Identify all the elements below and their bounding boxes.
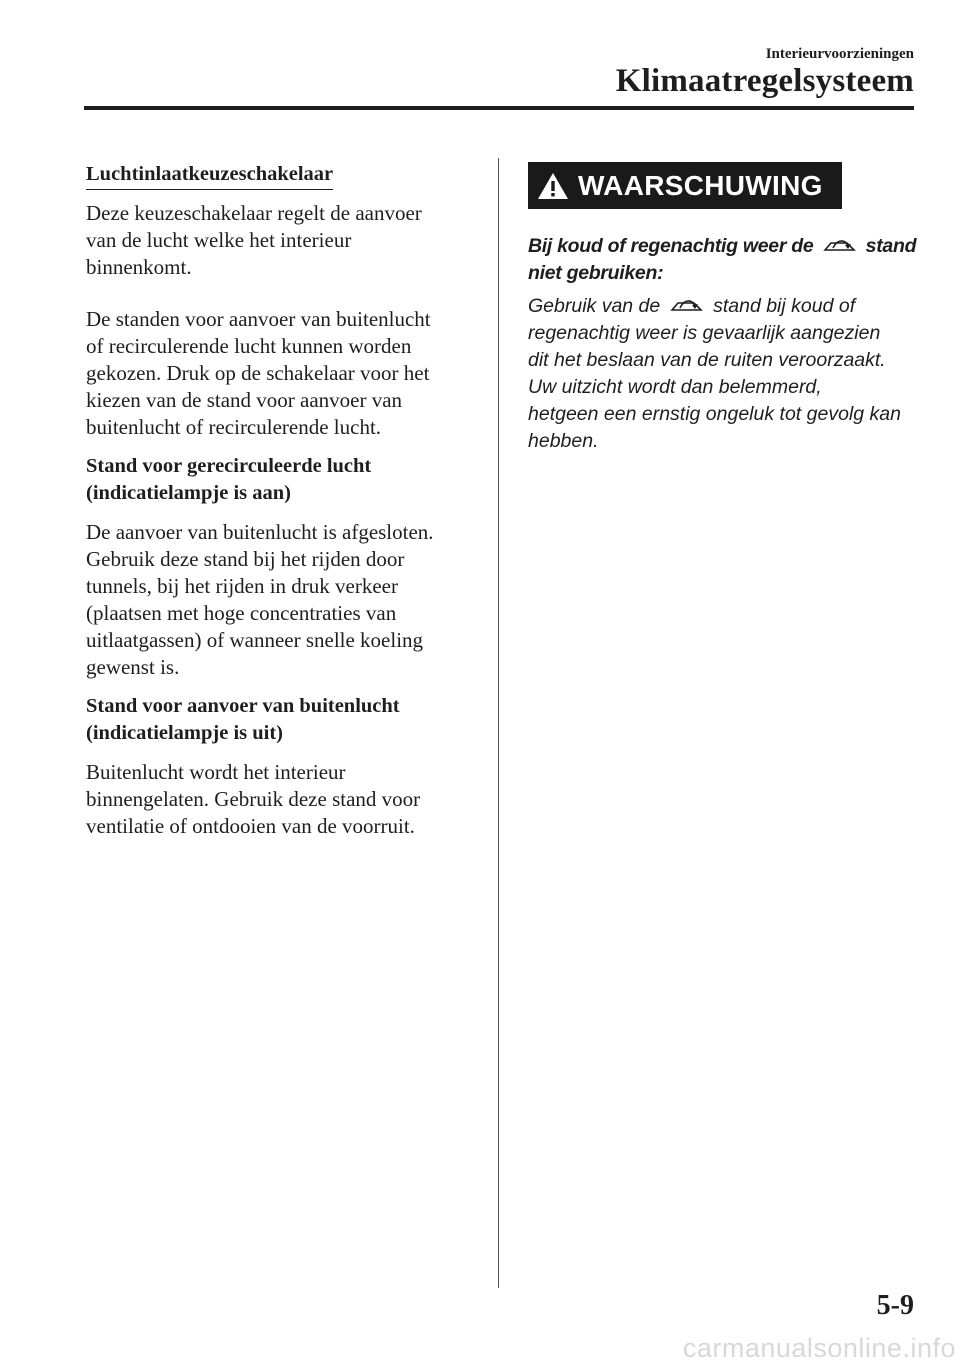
text-line: binnengelaten. Gebruik deze stand voor bbox=[86, 787, 421, 811]
text-segment: Gebruik van de bbox=[528, 295, 661, 317]
text-line: gekozen. Druk op de schakelaar voor het bbox=[86, 361, 430, 385]
watermark: carmanualsonline.info bbox=[682, 1333, 956, 1363]
text-line: (indicatielampje is aan) bbox=[86, 482, 291, 504]
section-heading: Luchtinlaatkeuzeschakelaar bbox=[86, 162, 333, 190]
recirculation-icon bbox=[821, 235, 859, 255]
text-line: De standen voor aanvoer van buitenlucht bbox=[86, 307, 431, 331]
paragraph-recirculation bbox=[86, 519, 478, 681]
text-line: Uw uitzicht wordt dan belemmerd, bbox=[528, 376, 822, 398]
left-column bbox=[86, 160, 478, 840]
warning-title: WAARSCHUWING bbox=[578, 169, 823, 201]
text-line: niet gebruiken: bbox=[528, 262, 664, 284]
paragraph-outside-air bbox=[86, 759, 478, 840]
text-line: van de lucht welke het interieur bbox=[86, 228, 352, 252]
warning-body bbox=[528, 233, 920, 455]
warning-text bbox=[528, 293, 920, 455]
subheading-recirculation bbox=[86, 453, 478, 507]
chapter-title: Klimaatregelsysteem bbox=[615, 63, 914, 99]
text-line: tunnels, bij het rijden in druk verkeer bbox=[86, 574, 398, 598]
text-line: regenachtig weer is gevaarlijk aangezien bbox=[528, 322, 881, 344]
right-column bbox=[528, 162, 920, 455]
paragraph-intro bbox=[86, 200, 478, 281]
text-line: gewenst is. bbox=[86, 655, 180, 679]
text-line: (indicatielampje is uit) bbox=[86, 722, 284, 744]
paragraph-modes bbox=[86, 306, 478, 441]
page-number: 5-9 bbox=[876, 1290, 914, 1321]
text-line: Stand voor aanvoer van buitenlucht bbox=[86, 695, 400, 717]
warning-bold-statement bbox=[528, 233, 920, 287]
text-line: dit het beslaan van de ruiten veroorzaakt. bbox=[528, 349, 886, 371]
text-line: buitenlucht of recirculerende lucht. bbox=[86, 415, 382, 439]
text-line: hetgeen een ernstig ongeluk tot gevolg kan bbox=[528, 403, 901, 425]
text-line: Deze keuzeschakelaar regelt de aanvoer bbox=[86, 201, 422, 225]
text-line: kiezen van de stand voor aanvoer van bbox=[86, 388, 403, 412]
column-divider bbox=[498, 158, 499, 1288]
warning-triangle-icon bbox=[536, 171, 570, 201]
section-title: Interieurvoorzieningen bbox=[765, 46, 914, 62]
text-segment: stand bij koud of bbox=[713, 295, 856, 317]
text-line: De aanvoer van buitenlucht is afgesloten. bbox=[86, 520, 434, 544]
subheading-outside-air bbox=[86, 693, 478, 747]
text-line: Buitenlucht wordt het interieur bbox=[86, 760, 346, 784]
text-line: ventilatie of ontdooien van de voorruit. bbox=[86, 814, 415, 838]
recirculation-icon bbox=[668, 295, 706, 315]
header-rule bbox=[84, 106, 914, 110]
text-segment: stand bbox=[865, 235, 917, 257]
text-line: Stand voor gerecirculeerde lucht bbox=[86, 455, 372, 477]
text-line: Gebruik deze stand bij het rijden door bbox=[86, 547, 405, 571]
text-line: of recirculerende lucht kunnen worden bbox=[86, 334, 412, 358]
text-segment: Bij koud of regenachtig weer de bbox=[528, 235, 814, 257]
warning-banner bbox=[528, 162, 842, 209]
text-line: hebben. bbox=[528, 430, 599, 452]
text-line: (plaatsen met hoge concentraties van bbox=[86, 601, 397, 625]
text-line: binnenkomt. bbox=[86, 255, 192, 279]
text-line: uitlaatgassen) of wanneer snelle koeling bbox=[86, 628, 424, 652]
